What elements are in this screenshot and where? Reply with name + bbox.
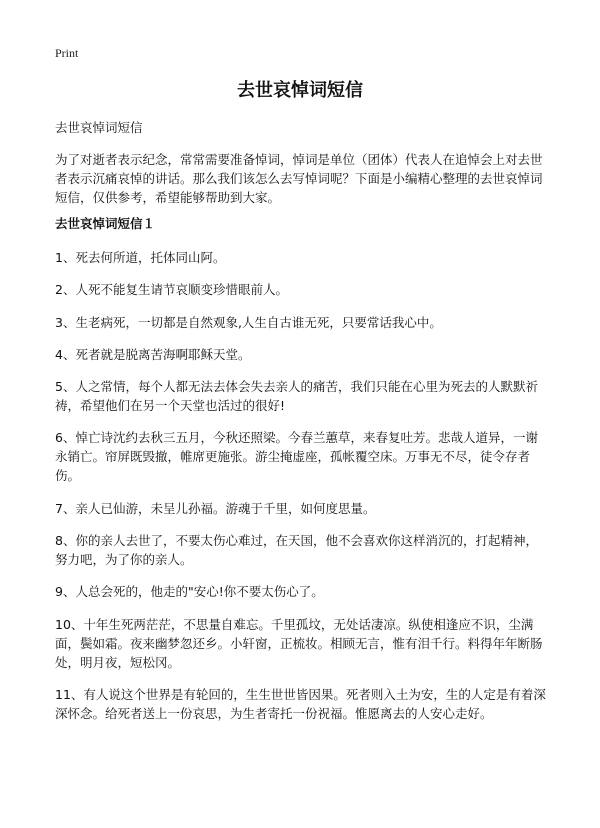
- print-link[interactable]: Print: [55, 46, 79, 60]
- list-item: 9、人总会死的，他走的"安心!你不要太伤心了。: [55, 584, 324, 600]
- section-heading: 去世哀悼词短信１: [55, 216, 156, 231]
- list-item: 3、生老病死，一切都是自然观象,人生自古谁无死，只要常话我心中。: [55, 314, 442, 330]
- list-item: 2、人死不能复生请节哀顺变珍惜眼前人。: [55, 282, 288, 298]
- message-list: [55, 248, 550, 736]
- list-item: 6、悼亡诗沈约去秋三五月，今秋还照梁。今春兰蕙草，来春复吐芳。悲哉人道异，一谢永销亡。帘屏既毁撤，帷席更施张。游尘掩虚座，孤帐覆空床。万事无不尽，徒令存者伤。: [55, 430, 538, 484]
- list-item: 8、你的亲人去世了，不要太伤心难过，在天国，他不会喜欢你这样消沉的，打起精神，努力吧，为了你的亲人。: [55, 533, 538, 568]
- document-subtitle: 去世哀悼词短信: [55, 120, 143, 135]
- list-item: 7、亲人已仙游，未呈儿孙福。游魂于千里，如何度思量。: [55, 500, 376, 516]
- intro-paragraph: 为了对逝者表示纪念，常常需要准备悼词，悼词是单位（团体）代表人在追悼会上对去世者表示沉痛哀悼的讲话。那么我们该怎么去写悼词呢？下面是小编精心整理的去世哀悼词短信，仅供参考，希望能够帮助到大家。: [55, 152, 543, 205]
- list-item: 11、有人说这个世界是有轮回的，生生世世皆因果。死者则入土为安，生的人定是有着深深怀念。给死者送上一份哀思，为生者寄托一份祝福。惟愿离去的人安心走好。: [55, 686, 546, 721]
- list-item: 10、十年生死两茫茫，不思量自难忘。千里孤坟，无处话凄凉。纵使相逢应不识，尘满面，鬓如霜。夜来幽梦忽还乡。小轩窗，正梳妆。相顾无言，惟有泪千行。料得年年断肠处，明月夜，短松冈。: [55, 616, 543, 670]
- list-item: 4、死者就是脱离苦海啊耶稣天堂。: [55, 346, 251, 362]
- document-title: 去世哀悼词短信: [237, 80, 363, 101]
- list-item: 5、人之常情，每个人都无法去体会失去亲人的痛苦，我们只能在心里为死去的人默默祈祷，希望他们在另一个天堂也活过的很好!: [55, 379, 538, 414]
- list-item: 1、死去何所道，托体同山阿。: [55, 250, 226, 265]
